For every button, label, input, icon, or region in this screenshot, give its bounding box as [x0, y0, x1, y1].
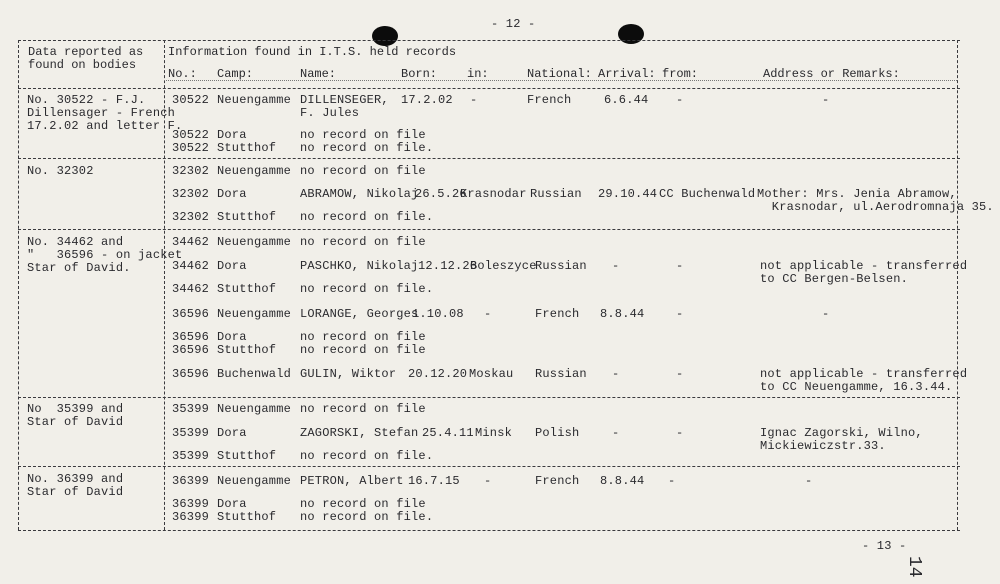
record-no: 36596: [172, 307, 210, 321]
record-name: no record on file: [300, 235, 426, 249]
record-no: 35399: [172, 402, 210, 416]
header-data-reported: Data reported as found on bodies: [28, 45, 144, 72]
record-no: 36399: [172, 474, 210, 488]
record-name: no record on file no record on file: [300, 330, 426, 357]
record-name: GULIN, Wiktor: [300, 367, 397, 381]
header-national: National:: [527, 67, 592, 81]
record-arrival: 29.10.44: [598, 187, 658, 201]
record-no: 34462: [172, 259, 210, 273]
record-in: Krasnodar: [460, 187, 527, 201]
table-bottom-border: [18, 530, 960, 531]
record-no: 32302: [172, 210, 210, 224]
record-name: LORANGE, Georges: [300, 307, 419, 321]
record-national: French: [527, 93, 572, 107]
record-national: French: [535, 307, 580, 321]
record-address: -: [805, 474, 813, 488]
group-separator: [18, 466, 960, 467]
group-separator: [18, 88, 960, 89]
header-arrival: Arrival:: [598, 67, 656, 81]
record-address: Ignac Zagorski, Wilno, Mickiewiczstr.33.: [760, 426, 923, 453]
record-name: no record on file.: [300, 449, 434, 463]
record-arrival: -: [612, 426, 620, 440]
page-number-bottom: - 13 -: [862, 539, 907, 553]
record-camp: Dora Stutthof: [217, 128, 277, 155]
record-no: 30522 30522: [172, 128, 210, 155]
record-born: 26.5.26: [415, 187, 467, 201]
record-camp: Dora Stutthof: [217, 330, 277, 357]
record-camp: Dora: [217, 259, 247, 273]
reported-cell: No. 34462 and " 36596 - on jacket Star of David.: [27, 235, 183, 275]
record-in: Boleszyce: [470, 259, 537, 273]
record-arrival: -: [612, 367, 620, 381]
record-address: -: [822, 93, 830, 107]
record-national: Polish: [535, 426, 580, 440]
reported-cell: No 35399 and Star of David: [27, 402, 124, 429]
record-name: no record on file no record on file.: [300, 128, 434, 155]
record-from: -: [676, 307, 684, 321]
record-address: not applicable - transferred to CC Bergen-Belsen.: [760, 259, 968, 286]
record-name: DILLENSEGER, F. Jules: [300, 93, 389, 120]
record-no: 30522: [172, 93, 210, 107]
record-arrival: 8.8.44: [600, 474, 645, 488]
record-address: Mother: Mrs. Jenia Abramow, Krasnodar, ul.Aerodromnaja 35.: [757, 187, 994, 214]
reported-cell: No. 32302: [27, 164, 94, 178]
record-camp: Neuengamme: [217, 307, 292, 321]
reported-cell: No. 36399 and Star of David: [27, 472, 124, 499]
record-camp: Stutthof: [217, 210, 277, 224]
record-born: 1.10.08: [412, 307, 464, 321]
record-address: -: [822, 307, 830, 321]
record-national: Russian: [535, 259, 587, 273]
record-name: PETRON, Albert: [300, 474, 404, 488]
record-no: 34462: [172, 235, 210, 249]
record-name: no record on file: [300, 402, 426, 416]
header-name: Name:: [300, 67, 337, 81]
record-camp: Neuengamme: [217, 474, 292, 488]
header-born: Born:: [401, 67, 438, 81]
record-no: 35399: [172, 449, 210, 463]
record-national: Russian: [535, 367, 587, 381]
punch-hole-left: [372, 26, 398, 46]
record-from: -: [676, 93, 684, 107]
record-name: PASCHKO, Nikolaj: [300, 259, 419, 273]
group-separator: [18, 397, 960, 398]
record-name: no record on file.: [300, 282, 434, 296]
record-camp: Dora: [217, 426, 247, 440]
record-no: 36596: [172, 367, 210, 381]
group-separator: [18, 229, 960, 230]
reported-cell: No. 30522 - F.J. Dillensager - French 17.2.02 and letter F.: [27, 93, 183, 133]
table-left-border: [18, 40, 19, 530]
record-arrival: 8.8.44: [600, 307, 645, 321]
punch-hole-right: [618, 24, 644, 44]
record-name: ABRAMOW, Nikolaj: [300, 187, 419, 201]
record-born: 17.2.02: [401, 93, 453, 107]
record-in: -: [484, 307, 492, 321]
header-camp: Camp:: [217, 67, 254, 81]
record-camp: Stutthof: [217, 449, 277, 463]
table-top-border: [18, 40, 960, 41]
record-camp: Stutthof: [217, 282, 277, 296]
record-name: no record on file.: [300, 210, 434, 224]
header-address: Address or Remarks:: [763, 67, 900, 81]
record-arrival: -: [612, 259, 620, 273]
record-no: 36399 36399: [172, 497, 210, 524]
record-camp: Buchenwald: [217, 367, 292, 381]
record-address: not applicable - transferred to CC Neuengamme, 16.3.44.: [760, 367, 968, 394]
record-no: 36596 36596: [172, 330, 210, 357]
header-in: in:: [467, 67, 489, 81]
record-camp: Neuengamme: [217, 235, 292, 249]
record-in: Minsk: [475, 426, 513, 440]
record-camp: Neuengamme: [217, 164, 292, 178]
record-born: 20.12.20: [408, 367, 468, 381]
record-no: 35399: [172, 426, 210, 440]
group-separator: [18, 158, 960, 159]
record-in: -: [484, 474, 492, 488]
header-from: from:: [662, 67, 699, 81]
record-camp: Dora: [217, 187, 247, 201]
record-camp: Neuengamme: [217, 93, 292, 107]
record-no: 32302: [172, 187, 210, 201]
record-name: no record on file: [300, 164, 426, 178]
record-born: 12.12.26: [418, 259, 478, 273]
record-in: Moskau: [469, 367, 514, 381]
record-from: -: [676, 367, 684, 381]
record-born: 25.4.11: [422, 426, 474, 440]
record-no: 34462: [172, 282, 210, 296]
record-in: -: [470, 93, 478, 107]
record-arrival: 6.6.44: [604, 93, 649, 107]
record-from: CC Buchenwald: [659, 187, 756, 201]
record-name: no record on file no record on file.: [300, 497, 434, 524]
header-info-found: Information found in I.T.S. held records: [168, 45, 457, 59]
record-from: -: [676, 259, 684, 273]
record-from: -: [676, 426, 684, 440]
record-from: -: [668, 474, 676, 488]
record-born: 16.7.15: [408, 474, 460, 488]
header-no: No.:: [168, 67, 197, 81]
record-national: Russian: [530, 187, 582, 201]
record-no: 32302: [172, 164, 210, 178]
record-name: ZAGORSKI, Stefan: [300, 426, 419, 440]
record-national: French: [535, 474, 580, 488]
record-camp: Neuengamme: [217, 402, 292, 416]
record-camp: Dora Stutthof: [217, 497, 277, 524]
page-number-top: - 12 -: [491, 17, 536, 31]
margin-page-number: 14: [904, 556, 924, 578]
